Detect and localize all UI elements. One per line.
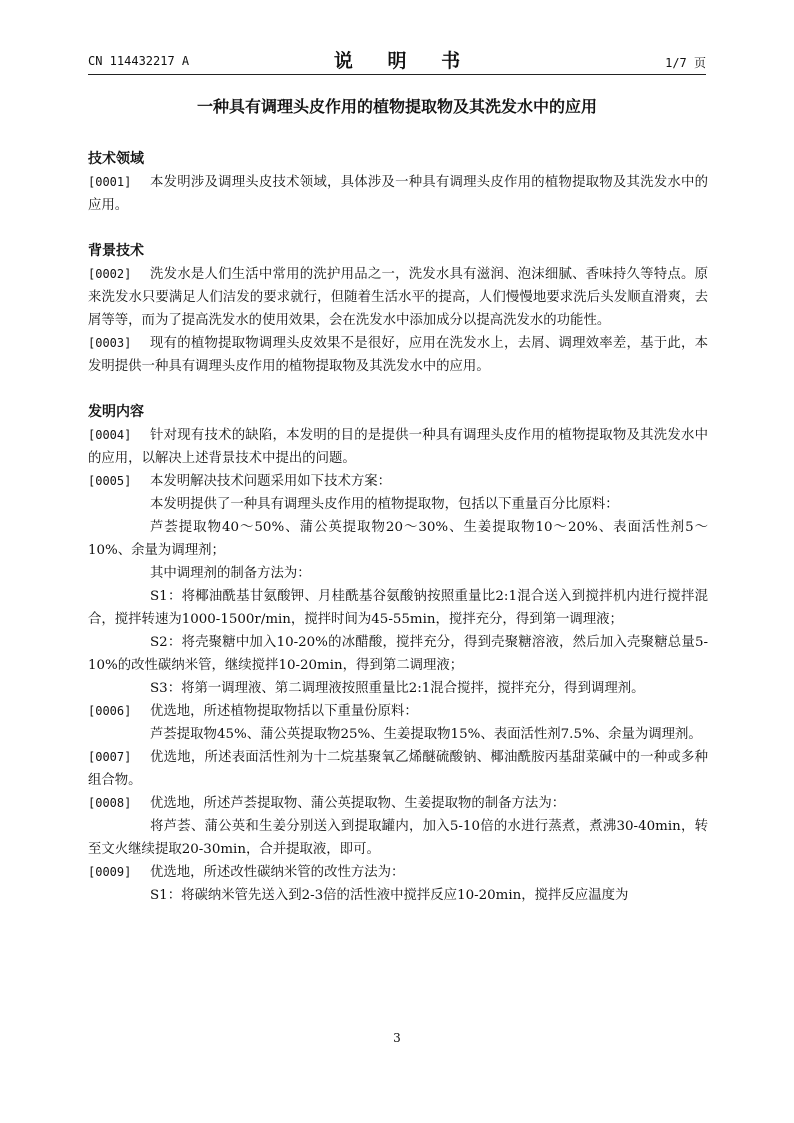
- page-info: 1/7 页: [665, 56, 706, 70]
- paragraph-number: [0001]: [88, 175, 132, 189]
- section-heading-invention: 发明内容: [88, 404, 144, 420]
- paragraph-subline: S1：将椰油酰基甘氨酸钾、月桂酰基谷氨酸钠按照重量比2:1混合送入到搅拌机内进行搅拌混合，搅拌转速为1000-1500r/min，搅拌时间为45-55min，搅拌充分，得到第一调理液；: [88, 589, 708, 627]
- paragraph-text: 现有的植物提取物调理头皮效果不是很好，应用在洗发水上，去屑、调理效率差，基于此，本发明提供一种具有调理头皮作用的植物提取物及其洗发水中的应用。: [88, 336, 708, 374]
- paragraph-text: 本发明解决技术问题采用如下技术方案：: [150, 474, 392, 489]
- paragraph-0005: [88, 470, 708, 700]
- paragraph-0001: [88, 171, 708, 217]
- paragraph-0006: [88, 700, 708, 746]
- document-body: [88, 148, 708, 907]
- paragraph-text: 本发明涉及调理头皮技术领域，具体涉及一种具有调理头皮作用的植物提取物及其洗发水中的应用。: [88, 175, 708, 213]
- paragraph-number: [0002]: [88, 267, 132, 281]
- paragraph-0003: [88, 332, 708, 378]
- paragraph-0009: [88, 861, 708, 907]
- paragraph-number: [0007]: [88, 750, 132, 764]
- paragraph-number: [0004]: [88, 428, 132, 442]
- paragraph-0008: [88, 792, 708, 861]
- paragraph-subline: 芦荟提取物40～50%、蒲公英提取物20～30%、生姜提取物10～20%、表面活性剂5～10%、余量为调理剂；: [88, 520, 708, 558]
- paragraph-text: 优选地，所述植物提取物括以下重量份原料：: [150, 704, 418, 719]
- paragraph-text: 优选地，所述改性碳纳米管的改性方法为：: [150, 865, 405, 880]
- page-number: 3: [393, 1031, 401, 1045]
- header-rule: [88, 74, 706, 75]
- paragraph-subline: 芦荟提取物45%、蒲公英提取物25%、生姜提取物15%、表面活性剂7.5%、余量为调理剂。: [150, 727, 702, 742]
- paragraph-number: [0008]: [88, 796, 132, 810]
- section-heading-background: 背景技术: [88, 243, 144, 259]
- paragraph-subline: S1：将碳纳米管先送入到2-3倍的活性液中搅拌反应10-20min，搅拌反应温度为: [150, 888, 629, 903]
- paragraph-text: 优选地，所述芦荟提取物、蒲公英提取物、生姜提取物的制备方法为：: [150, 796, 566, 811]
- section-heading-tech-field: 技术领域: [88, 151, 144, 167]
- paragraph-number: [0009]: [88, 865, 132, 879]
- document-title: 一种具有调理头皮作用的植物提取物及其洗发水中的应用: [196, 97, 597, 116]
- paragraph-text: 优选地，所述表面活性剂为十二烷基聚氧乙烯醚硫酸钠、椰油酰胺丙基甜菜碱中的一种或多种组合物。: [88, 750, 708, 788]
- paragraph-text: 针对现有技术的缺陷，本发明的目的是提供一种具有调理头皮作用的植物提取物及其洗发水中的应用，以解决上述背景技术中提出的问题。: [88, 428, 708, 466]
- paragraph-number: [0005]: [88, 474, 132, 488]
- paragraph-0002: [88, 263, 708, 332]
- paragraph-subline: S3：将第一调理液、第二调理液按照重量比2:1混合搅拌，搅拌充分，得到调理剂。: [150, 681, 645, 696]
- paragraph-subline: S2：将壳聚糖中加入10-20%的冰醋酸，搅拌充分，得到壳聚糖溶液，然后加入壳聚糖总量5-10%的改性碳纳米管，继续搅拌10-20min，得到第二调理液；: [88, 635, 708, 673]
- paragraph-subline: 其中调理剂的制备方法为：: [150, 566, 311, 581]
- paragraph-number: [0006]: [88, 704, 132, 718]
- paragraph-subline: 将芦荟、蒲公英和生姜分别送入到提取罐内，加入5-10倍的水进行蒸煮，煮沸30-40min，转至文火继续提取20-30min，合并提取液，即可。: [88, 819, 708, 857]
- paragraph-number: [0003]: [88, 336, 132, 350]
- paragraph-0007: [88, 746, 708, 792]
- paragraph-subline: 本发明提供了一种具有调理头皮作用的植物提取物，包括以下重量百分比原料：: [150, 497, 619, 512]
- paragraph-0004: [88, 424, 708, 470]
- paragraph-text: 洗发水是人们生活中常用的洗护用品之一，洗发水具有滋润、泡沫细腻、香味持久等特点。原来洗发水只要满足人们洁发的要求就行，但随着生活水平的提高，人们慢慢地要求洗后头发顺直滑爽，去屑等等，而为了提高洗发水的使用效果，会在洗发水中添加成分以提高洗发水的功能性。: [88, 267, 708, 328]
- patent-number: CN 114432217 A: [88, 54, 190, 68]
- document-type-heading: 说 明 书: [333, 50, 475, 72]
